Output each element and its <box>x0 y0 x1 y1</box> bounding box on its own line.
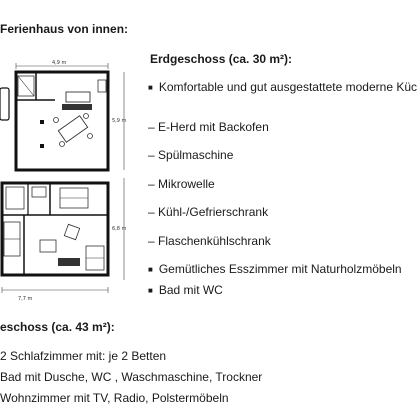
bullet-icon: ■ <box>148 286 153 295</box>
upper-floor-heading: eschoss (ca. 43 m²): <box>0 320 115 334</box>
list-item: Wohnzimmer mit TV, Radio, Polstermöbeln <box>0 391 229 405</box>
bullet-icon: ■ <box>148 265 153 274</box>
ground-floor-plan <box>0 72 108 170</box>
list-item: – Spülmaschine <box>148 148 234 162</box>
ground-floor-heading: Erdgeschoss (ca. 30 m²): <box>150 52 293 66</box>
list-item: – Flaschenkühlschrank <box>148 234 271 248</box>
list-item: ■ Gemütliches Esszimmer mit Naturholzmöbeln <box>148 262 402 276</box>
floor-plan <box>0 50 140 305</box>
list-item: ■ Bad mit WC <box>148 283 223 297</box>
bullet-icon: ■ <box>148 83 153 92</box>
dim-right-top-label: 5,9 m <box>112 118 127 124</box>
upper-floor-plan <box>2 183 108 275</box>
list-item: – Mikrowelle <box>148 177 215 191</box>
dim-top-label: 4,9 m <box>52 60 67 66</box>
list-item: ■ Komfortable und gut ausgestattete moderne Küc <box>148 80 418 94</box>
page-title: Ferienhaus von innen: <box>0 22 129 36</box>
list-item: – E-Herd mit Backofen <box>148 120 269 134</box>
list-item: 2 Schlafzimmer mit: je 2 Betten <box>0 349 167 363</box>
dim-right-bottom-label: 6,8 m <box>112 226 127 232</box>
list-item: Bad mit Dusche, WC , Waschmaschine, Trockner <box>0 370 263 384</box>
list-item: – Kühl-/Gefrierschrank <box>148 205 269 219</box>
dim-bottom-label: 7,7 m <box>18 296 33 302</box>
